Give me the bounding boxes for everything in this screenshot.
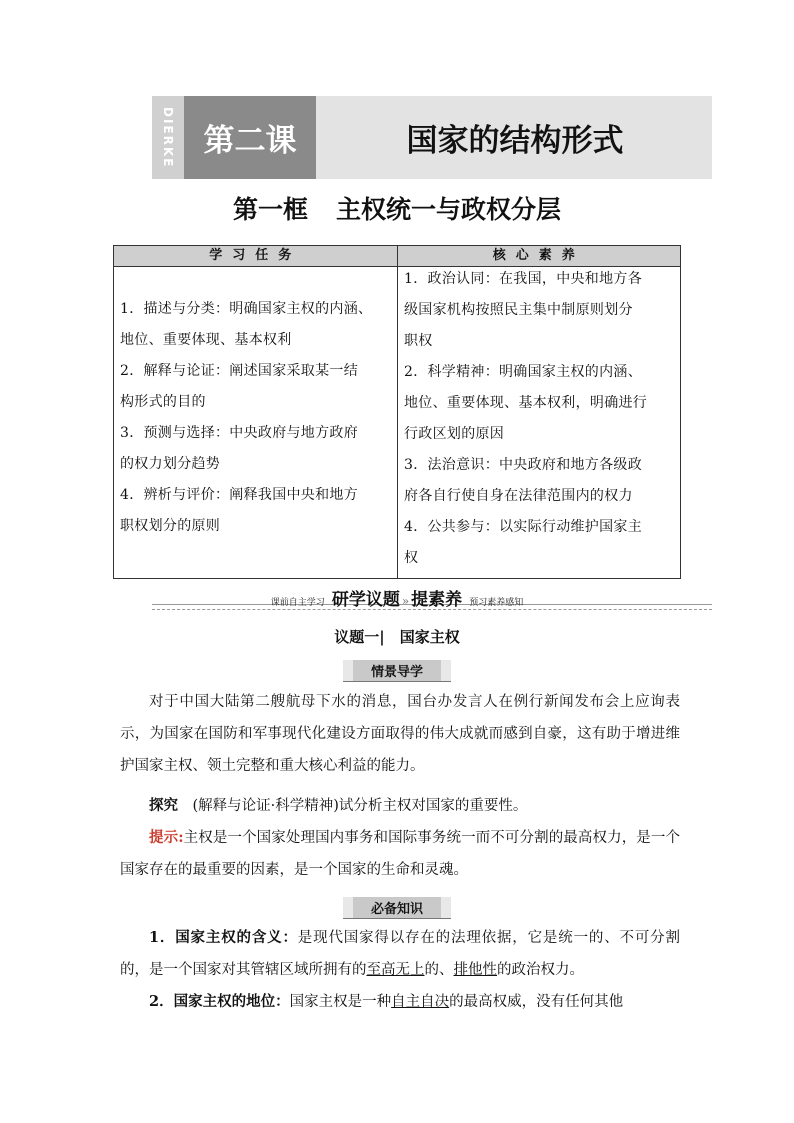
knowledge-2-text: 国家主权是一种 [289,994,392,1010]
knowledge-1-text-3: 的政治权力。 [497,962,584,978]
table-cell-line: 地位、重要体现、基本权利，明确进行 [404,395,648,411]
table-cell-line: 4．辨析与评价：阐释我国中央和地方 [120,487,359,503]
knowledge-paragraph-1 [120,922,680,986]
section-main-label: 研学议题 [331,590,400,610]
knowledge-2-label: 2．国家主权的地位： [149,993,290,1010]
section-right-label: 预习素养感知 [469,598,524,608]
table-cell-line: 级国家机构按照民主集中制原则划分 [404,302,633,318]
explore-label: 探究 [149,797,178,814]
lesson-label: 第二课 [184,96,316,179]
table-cell-line: 府各自行使自身在法律范围内的权力 [404,488,633,504]
table-cell-line: 1．政治认同：在我国，中央和地方各 [404,271,643,287]
lesson-title: 国家的结构形式 [406,123,624,159]
section-main-label-2: 提素养 [411,590,463,610]
table-cell-line: 4．公共参与：以实际行动维护国家主 [404,519,643,535]
guide-paragraph: 对于中国大陆第二艘航母下水的消息，国台办发言人在例行新闻发布会上应询表示，为国家在国防和军事现代化建设方面取得的伟大成就而感到自豪，这有助于增进维护国家主权、领土完整和重大核心利益的能力。 [120,694,680,774]
table-header-tasks: 学习任务 [114,246,398,266]
knowledge-1-underline-2: 排他性 [453,962,497,978]
tag-knowledge-label: 必备知识 [343,897,451,918]
table-cell-line: 权 [404,550,419,566]
knowledge-1-underline-1: 至高无上 [366,962,425,978]
knowledge-2-text-2: 的最高权威，没有任何其他 [449,994,624,1010]
table-cell-line: 3．法治意识：中央政府和地方各级政 [404,457,643,473]
table-cell-line: 2．解释与论证：阐述国家采取某一结 [120,363,359,379]
issue-title: 议题一| 国家主权 [334,628,460,646]
hint-text: 主权是一个国家处理国内事务和国际事务统一而不可分割的最高权力，是一个国家存在的最重要的因素，是一个国家的生命和灵魂。 [120,830,680,878]
tag-guide [0,660,794,681]
knowledge-2-underline-1: 自主自决 [391,994,450,1010]
table-cell-line: 地位、重要体现、基本权利 [120,332,292,348]
subtitle-topic: 主权统一与政权分层 [336,195,562,224]
section-bar [0,585,794,610]
banner-side-text: DIERKE [161,106,175,169]
knowledge-1-label: 1．国家主权的含义： [149,929,298,946]
table-cell-line: 行政区划的原因 [404,426,505,442]
knowledge-1-text: 是现代国家得以存在的法理依据，它是统一的、不可分割的，是一个国家对其管辖区域所拥有的 [120,930,680,978]
table-cell-line: 构形式的目的 [120,394,206,410]
table-cell-line: 的权力划分趋势 [120,456,221,472]
hint-paragraph [120,822,680,886]
tag-knowledge [0,897,794,918]
table-column-divider [397,245,398,579]
table-cell-line: 3．预测与选择：中央政府与地方政府 [120,425,359,441]
table-left-column [120,294,392,542]
table-cell-line: 1．描述与分类：明确国家主权的内涵、 [120,301,373,317]
page-subtitle [0,190,794,226]
explore-paragraph [120,790,680,822]
table-cell-line: 职权 [404,333,433,349]
banner-side-strip [152,96,184,179]
double-arrow-icon: » [401,594,410,608]
knowledge-paragraph-2 [120,986,680,1018]
section-left-label: 课前自主学习 [270,598,325,608]
explore-text: (解释与论证·科学精神)试分析主权对国家的重要性。 [192,798,528,814]
subtitle-frame: 第一框 [232,195,308,224]
table-cell-line: 2．科学精神：明确国家主权的内涵、 [404,364,643,380]
hint-label: 提示: [149,829,184,846]
knowledge-1-text-2: 的、 [424,962,454,978]
table-cell-line: 职权划分的原则 [120,518,221,534]
tag-guide-label: 情景导学 [343,660,451,681]
table-right-column [404,264,676,574]
table-header-literacy: 核心素养 [492,248,585,263]
